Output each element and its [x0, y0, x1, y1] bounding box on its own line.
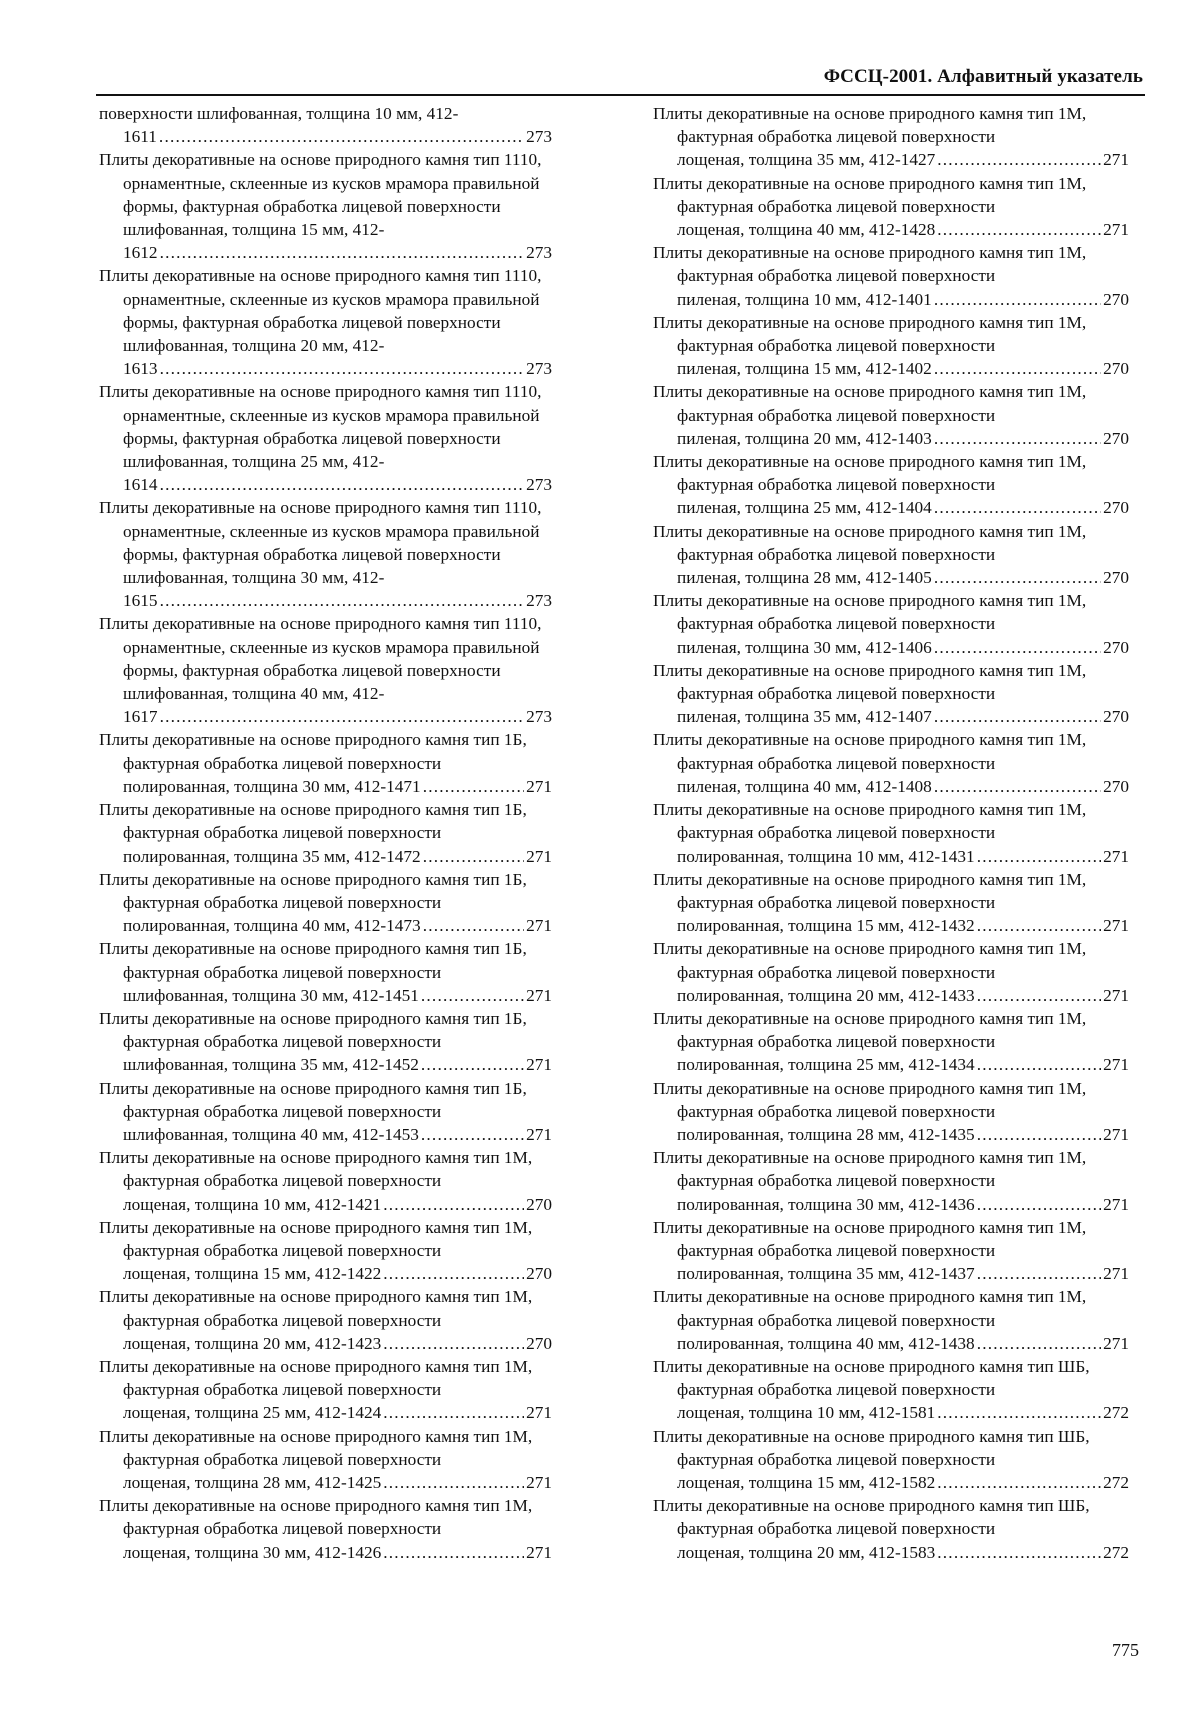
entry-leader-line — [677, 566, 1129, 589]
entry-page-ref: 270 — [526, 1194, 552, 1214]
entry-leader-line — [677, 1332, 1129, 1355]
entry-leader-line — [677, 288, 1129, 311]
entry-text: Плиты декоративные на основе природного камня тип 1М, фактурная обработка лицевой поверхности — [653, 1287, 1087, 1330]
index-entry — [99, 102, 552, 148]
page-number: 775 — [1112, 1640, 1139, 1660]
entry-text: Плиты декоративные на основе природного камня тип 1М, фактурная обработка лицевой поверхности — [653, 1148, 1087, 1191]
dot-leader — [934, 775, 1101, 798]
entry-page-ref: 271 — [1103, 150, 1129, 170]
entry-text: Плиты декоративные на основе природного камня тип 1М, фактурная обработка лицевой поверхности — [653, 382, 1087, 425]
entry-code: шлифованная, толщина 40 мм, 412-1453 — [123, 1124, 419, 1144]
index-entry — [653, 1007, 1129, 1077]
index-entry — [99, 1077, 552, 1147]
dot-leader — [937, 1401, 1101, 1424]
entry-page-ref: 273 — [526, 475, 552, 495]
dot-leader — [934, 427, 1101, 450]
entry-code: полированная, толщина 40 мм, 412-1438 — [677, 1333, 975, 1353]
dot-leader — [934, 705, 1101, 728]
entry-text: Плиты декоративные на основе природного камня тип 1М, фактурная обработка лицевой поверхности — [653, 521, 1087, 564]
dot-leader — [977, 1332, 1101, 1355]
entry-code: пиленая, толщина 35 мм, 412-1407 — [677, 707, 932, 727]
entry-leader-line — [123, 1262, 552, 1285]
entry-text: Плиты декоративные на основе природного камня тип 1Б, фактурная обработка лицевой поверхности — [99, 939, 527, 982]
index-entry — [99, 1007, 552, 1077]
entry-text: Плиты декоративные на основе природного камня тип 1110, орнаментные, склеенные из кусков мрамора правильной формы, фактурная обработка лицевой поверхности шлифованная, толщина 20 мм, 412- — [99, 266, 542, 356]
entry-text: Плиты декоративные на основе природного камня тип ШБ, фактурная обработка лицевой поверхности — [653, 1426, 1090, 1469]
entry-code: полированная, толщина 20 мм, 412-1433 — [677, 985, 975, 1005]
entry-leader-line — [677, 1053, 1129, 1076]
index-entry — [653, 589, 1129, 659]
entry-code: полированная, толщина 40 мм, 412-1473 — [123, 916, 421, 936]
dot-leader — [977, 1193, 1101, 1216]
entry-text: Плиты декоративные на основе природного камня тип 1М, фактурная обработка лицевой поверхности — [99, 1217, 533, 1260]
entry-leader-line — [677, 705, 1129, 728]
entry-leader-line — [677, 1262, 1129, 1285]
index-entry — [653, 1146, 1129, 1216]
dot-leader — [383, 1193, 524, 1216]
entry-text: Плиты декоративные на основе природного камня тип 1М, фактурная обработка лицевой поверхности — [653, 312, 1087, 356]
entry-page-ref: 273 — [526, 359, 552, 379]
entry-page-ref: 271 — [526, 1055, 552, 1075]
entry-text: Плиты декоративные на основе природного камня тип 1М, фактурная обработка лицевой поверхности — [653, 660, 1087, 704]
entry-text: Плиты декоративные на основе природного камня тип 1110, орнаментные, склеенные из кусков мрамора правильной формы, фактурная обработка лицевой поверхности шлифованная, толщина 40 мм, 412- — [99, 614, 542, 704]
entry-text: Плиты декоративные на основе природного камня тип 1М, фактурная обработка лицевой поверхности — [653, 1217, 1087, 1260]
entry-leader-line — [677, 218, 1129, 241]
index-entry — [653, 937, 1129, 1007]
entry-page-ref: 273 — [526, 127, 552, 147]
index-entry — [653, 1355, 1129, 1425]
index-entry — [653, 868, 1129, 938]
index-entry — [653, 172, 1129, 242]
entry-page-ref: 270 — [1103, 498, 1129, 518]
entry-page-ref: 272 — [1103, 1403, 1129, 1423]
index-entry — [99, 1425, 552, 1495]
entry-page-ref: 271 — [1103, 1194, 1129, 1214]
index-entry — [99, 937, 552, 1007]
dot-leader — [160, 705, 525, 728]
dot-leader — [383, 1262, 524, 1285]
entry-text: поверхности шлифованная, толщина 10 мм, 412- — [99, 104, 459, 123]
entry-text: Плиты декоративные на основе природного камня тип 1Б, фактурная обработка лицевой поверхности — [99, 1008, 527, 1052]
index-entry — [99, 868, 552, 938]
entry-leader-line — [677, 1193, 1129, 1216]
entry-leader-line — [677, 357, 1129, 380]
dot-leader — [934, 566, 1101, 589]
entry-leader-line — [123, 241, 552, 264]
index-entry — [99, 496, 552, 612]
dot-leader — [160, 473, 525, 496]
entry-text: Плиты декоративные на основе природного камня тип 1110, орнаментные, склеенные из кусков мрамора правильной формы, фактурная обработка лицевой поверхности шлифованная, толщина 25 мм, 412- — [99, 382, 542, 472]
entry-code: 1613 — [123, 359, 158, 379]
entry-page-ref: 271 — [1103, 985, 1129, 1005]
index-entry — [99, 1216, 552, 1286]
dot-leader — [977, 1123, 1101, 1146]
entry-leader-line — [677, 775, 1129, 798]
index-entry — [653, 1285, 1129, 1355]
index-entry — [653, 659, 1129, 729]
running-header: ФССЦ-2001. Алфавитный указатель — [823, 66, 1143, 87]
entry-code: 1612 — [123, 243, 158, 263]
dot-leader — [160, 357, 525, 380]
entry-code: 1611 — [123, 127, 157, 147]
entry-leader-line — [123, 1193, 552, 1216]
dot-leader — [977, 845, 1101, 868]
entry-text: Плиты декоративные на основе природного камня тип 1М, фактурная обработка лицевой поверхности — [653, 243, 1087, 286]
entry-leader-line — [123, 914, 552, 937]
entry-page-ref: 273 — [526, 243, 552, 263]
entry-code: лощеная, толщина 20 мм, 412-1423 — [123, 1333, 382, 1353]
dot-leader — [977, 984, 1101, 1007]
entry-page-ref: 271 — [1103, 1055, 1129, 1075]
entry-page-ref: 272 — [1103, 1542, 1129, 1562]
entry-code: пиленая, толщина 28 мм, 412-1405 — [677, 568, 932, 588]
entry-page-ref: 271 — [526, 916, 552, 936]
entry-code: пиленая, толщина 30 мм, 412-1406 — [677, 637, 932, 657]
entry-page-ref: 272 — [1103, 1472, 1129, 1492]
entry-code: шлифованная, толщина 30 мм, 412-1451 — [123, 985, 419, 1005]
entry-text: Плиты декоративные на основе природного камня тип 1М, фактурная обработка лицевой поверхности — [99, 1496, 533, 1539]
entry-text: Плиты декоративные на основе природного камня тип 1Б, фактурная обработка лицевой поверхности — [99, 1078, 527, 1121]
entry-code: 1614 — [123, 475, 158, 495]
index-entry — [99, 1355, 552, 1425]
index-entry — [653, 380, 1129, 450]
dot-leader — [934, 357, 1101, 380]
entry-code: лощеная, толщина 10 мм, 412-1421 — [123, 1194, 382, 1214]
index-entry — [653, 311, 1129, 381]
entry-code: полированная, толщина 30 мм, 412-1436 — [677, 1194, 975, 1214]
entry-code: полированная, толщина 35 мм, 412-1437 — [677, 1264, 975, 1284]
entry-leader-line — [677, 1401, 1129, 1424]
entry-text: Плиты декоративные на основе природного камня тип ШБ, фактурная обработка лицевой поверхности — [653, 1356, 1090, 1400]
index-entry — [99, 1146, 552, 1216]
entry-text: Плиты декоративные на основе природного камня тип 1М, фактурная обработка лицевой поверхности — [653, 1078, 1087, 1121]
entry-leader-line — [677, 845, 1129, 868]
entry-text: Плиты декоративные на основе природного камня тип 1М, фактурная обработка лицевой поверхности — [99, 1148, 533, 1191]
index-entry — [99, 1494, 552, 1564]
entry-leader-line — [123, 1401, 552, 1424]
entry-text: Плиты декоративные на основе природного камня тип 1М, фактурная обработка лицевой поверхности — [99, 1426, 533, 1469]
entry-code: пиленая, толщина 20 мм, 412-1403 — [677, 428, 932, 448]
entry-text: Плиты декоративные на основе природного камня тип 1Б, фактурная обработка лицевой поверхности — [99, 730, 527, 773]
entry-code: полированная, толщина 15 мм, 412-1432 — [677, 916, 975, 936]
entry-text: Плиты декоративные на основе природного камня тип 1Б, фактурная обработка лицевой поверхности — [99, 800, 527, 843]
dot-leader — [160, 589, 525, 612]
index-entry — [653, 1216, 1129, 1286]
index-entry — [99, 1285, 552, 1355]
entry-page-ref: 271 — [1103, 220, 1129, 240]
entry-leader-line — [123, 984, 552, 1007]
entry-text: Плиты декоративные на основе природного камня тип 1М, фактурная обработка лицевой поверхности — [653, 730, 1087, 773]
entry-code: лощеная, толщина 15 мм, 412-1582 — [677, 1472, 936, 1492]
entry-page-ref: 273 — [526, 707, 552, 727]
entry-leader-line — [99, 125, 552, 148]
entry-page-ref: 271 — [526, 1403, 552, 1423]
entry-page-ref: 271 — [1103, 916, 1129, 936]
entry-code: 1615 — [123, 591, 158, 611]
entry-code: полированная, толщина 10 мм, 412-1431 — [677, 846, 975, 866]
entry-leader-line — [677, 148, 1129, 171]
index-entry — [653, 450, 1129, 520]
entry-page-ref: 273 — [526, 591, 552, 611]
dot-leader — [937, 1471, 1101, 1494]
entry-text: Плиты декоративные на основе природного камня тип 1110, орнаментные, склеенные из кусков мрамора правильной формы, фактурная обработка лицевой поверхности шлифованная, толщина 15 мм, 412- — [99, 150, 542, 240]
entry-code: лощеная, толщина 28 мм, 412-1425 — [123, 1472, 382, 1492]
index-entry — [653, 1494, 1129, 1564]
entry-page-ref: 271 — [1103, 1264, 1129, 1284]
entry-page-ref: 270 — [1103, 359, 1129, 379]
entry-code: пиленая, толщина 15 мм, 412-1402 — [677, 359, 932, 379]
entry-leader-line — [677, 636, 1129, 659]
dot-leader — [934, 636, 1101, 659]
entry-text: Плиты декоративные на основе природного камня тип 1110, орнаментные, склеенные из кусков мрамора правильной формы, фактурная обработка лицевой поверхности шлифованная, толщина 30 мм, 412- — [99, 498, 542, 588]
dot-leader — [423, 775, 524, 798]
index-entry — [99, 612, 552, 728]
entry-page-ref: 271 — [1103, 1124, 1129, 1144]
entry-leader-line — [123, 1123, 552, 1146]
dot-leader — [934, 496, 1101, 519]
entry-text: Плиты декоративные на основе природного камня тип 1М, фактурная обработка лицевой поверхности — [653, 591, 1087, 634]
index-entry — [99, 380, 552, 496]
entry-code: лощеная, толщина 35 мм, 412-1427 — [677, 150, 936, 170]
index-column-left — [99, 102, 552, 1564]
entry-text: Плиты декоративные на основе природного камня тип 1М, фактурная обработка лицевой поверхности — [653, 800, 1087, 843]
entry-text: Плиты декоративные на основе природного камня тип 1М, фактурная обработка лицевой поверхности — [99, 1287, 533, 1330]
entry-code: лощеная, толщина 40 мм, 412-1428 — [677, 220, 936, 240]
entry-leader-line — [677, 427, 1129, 450]
entry-code: полированная, толщина 30 мм, 412-1471 — [123, 776, 421, 796]
dot-leader — [383, 1541, 524, 1564]
entry-text: Плиты декоративные на основе природного камня тип 1М, фактурная обработка лицевой поверхности — [653, 104, 1087, 147]
index-entry — [99, 798, 552, 868]
entry-page-ref: 270 — [1103, 776, 1129, 796]
entry-code: полированная, толщина 35 мм, 412-1472 — [123, 846, 421, 866]
entry-code: пиленая, толщина 10 мм, 412-1401 — [677, 289, 932, 309]
dot-leader — [160, 241, 525, 264]
entry-leader-line — [123, 705, 552, 728]
entry-leader-line — [123, 845, 552, 868]
entry-text: Плиты декоративные на основе природного камня тип 1М, фактурная обработка лицевой поверхности — [653, 939, 1087, 982]
entry-page-ref: 271 — [1103, 846, 1129, 866]
entry-page-ref: 271 — [526, 776, 552, 796]
entry-leader-line — [677, 1541, 1129, 1564]
index-entry — [653, 520, 1129, 590]
index-entry — [99, 264, 552, 380]
entry-code: 1617 — [123, 707, 158, 727]
entry-page-ref: 270 — [1103, 707, 1129, 727]
entry-page-ref: 270 — [526, 1264, 552, 1284]
dot-leader — [383, 1471, 524, 1494]
header-rule — [96, 94, 1145, 96]
index-entry — [99, 148, 552, 264]
entry-text: Плиты декоративные на основе природного камня тип ШБ, фактурная обработка лицевой поверхности — [653, 1496, 1090, 1539]
entry-leader-line — [123, 589, 552, 612]
dot-leader — [977, 1262, 1101, 1285]
entry-page-ref: 271 — [526, 1472, 552, 1492]
entry-page-ref: 270 — [526, 1333, 552, 1353]
entry-leader-line — [677, 1471, 1129, 1494]
dot-leader — [423, 845, 524, 868]
entry-text: Плиты декоративные на основе природного камня тип 1М, фактурная обработка лицевой поверхности — [99, 1356, 533, 1400]
entry-code: полированная, толщина 28 мм, 412-1435 — [677, 1124, 975, 1144]
dot-leader — [421, 1053, 524, 1076]
index-column-right — [653, 102, 1129, 1564]
entry-leader-line — [123, 1332, 552, 1355]
dot-leader — [383, 1332, 524, 1355]
dot-leader — [159, 125, 524, 148]
entry-text: Плиты декоративные на основе природного камня тип 1М, фактурная обработка лицевой поверхности — [653, 869, 1087, 912]
entry-code: лощеная, толщина 20 мм, 412-1583 — [677, 1542, 936, 1562]
entry-leader-line — [123, 1053, 552, 1076]
entry-leader-line — [677, 984, 1129, 1007]
entry-code: полированная, толщина 25 мм, 412-1434 — [677, 1055, 975, 1075]
dot-leader — [383, 1401, 524, 1424]
dot-leader — [421, 984, 524, 1007]
entry-code: пиленая, толщина 40 мм, 412-1408 — [677, 776, 932, 796]
index-entry — [653, 241, 1129, 311]
entry-page-ref: 270 — [1103, 568, 1129, 588]
entry-page-ref: 270 — [1103, 428, 1129, 448]
entry-leader-line — [677, 496, 1129, 519]
entry-page-ref: 270 — [1103, 289, 1129, 309]
index-entry — [653, 102, 1129, 172]
entry-page-ref: 271 — [526, 1124, 552, 1144]
dot-leader — [937, 148, 1101, 171]
entry-code: лощеная, толщина 25 мм, 412-1424 — [123, 1403, 382, 1423]
entry-code: лощеная, толщина 15 мм, 412-1422 — [123, 1264, 382, 1284]
entry-leader-line — [123, 473, 552, 496]
dot-leader — [937, 218, 1101, 241]
index-entry — [653, 1425, 1129, 1495]
index-entry — [653, 728, 1129, 798]
entry-code: пиленая, толщина 25 мм, 412-1404 — [677, 498, 932, 518]
entry-code: лощеная, толщина 10 мм, 412-1581 — [677, 1403, 936, 1423]
dot-leader — [421, 1123, 524, 1146]
entry-code: шлифованная, толщина 35 мм, 412-1452 — [123, 1055, 419, 1075]
entry-leader-line — [123, 357, 552, 380]
entry-page-ref: 271 — [1103, 1333, 1129, 1353]
dot-leader — [934, 288, 1101, 311]
entry-text: Плиты декоративные на основе природного камня тип 1М, фактурная обработка лицевой поверхности — [653, 1008, 1087, 1052]
entry-code: лощеная, толщина 30 мм, 412-1426 — [123, 1542, 382, 1562]
entry-leader-line — [677, 914, 1129, 937]
dot-leader — [977, 1053, 1101, 1076]
entry-leader-line — [123, 1471, 552, 1494]
entry-page-ref: 271 — [526, 1542, 552, 1562]
dot-leader — [977, 914, 1101, 937]
entry-text: Плиты декоративные на основе природного камня тип 1М, фактурная обработка лицевой поверхности — [653, 173, 1087, 216]
dot-leader — [423, 914, 524, 937]
index-entry — [653, 1077, 1129, 1147]
entry-text: Плиты декоративные на основе природного камня тип 1Б, фактурная обработка лицевой поверхности — [99, 869, 527, 912]
entry-text: Плиты декоративные на основе природного камня тип 1М, фактурная обработка лицевой поверхности — [653, 452, 1087, 495]
entry-page-ref: 271 — [526, 846, 552, 866]
index-entry — [653, 798, 1129, 868]
entry-leader-line — [123, 775, 552, 798]
entry-leader-line — [677, 1123, 1129, 1146]
index-entry — [99, 728, 552, 798]
entry-page-ref: 271 — [526, 985, 552, 1005]
dot-leader — [937, 1541, 1101, 1564]
entry-page-ref: 270 — [1103, 637, 1129, 657]
entry-leader-line — [123, 1541, 552, 1564]
